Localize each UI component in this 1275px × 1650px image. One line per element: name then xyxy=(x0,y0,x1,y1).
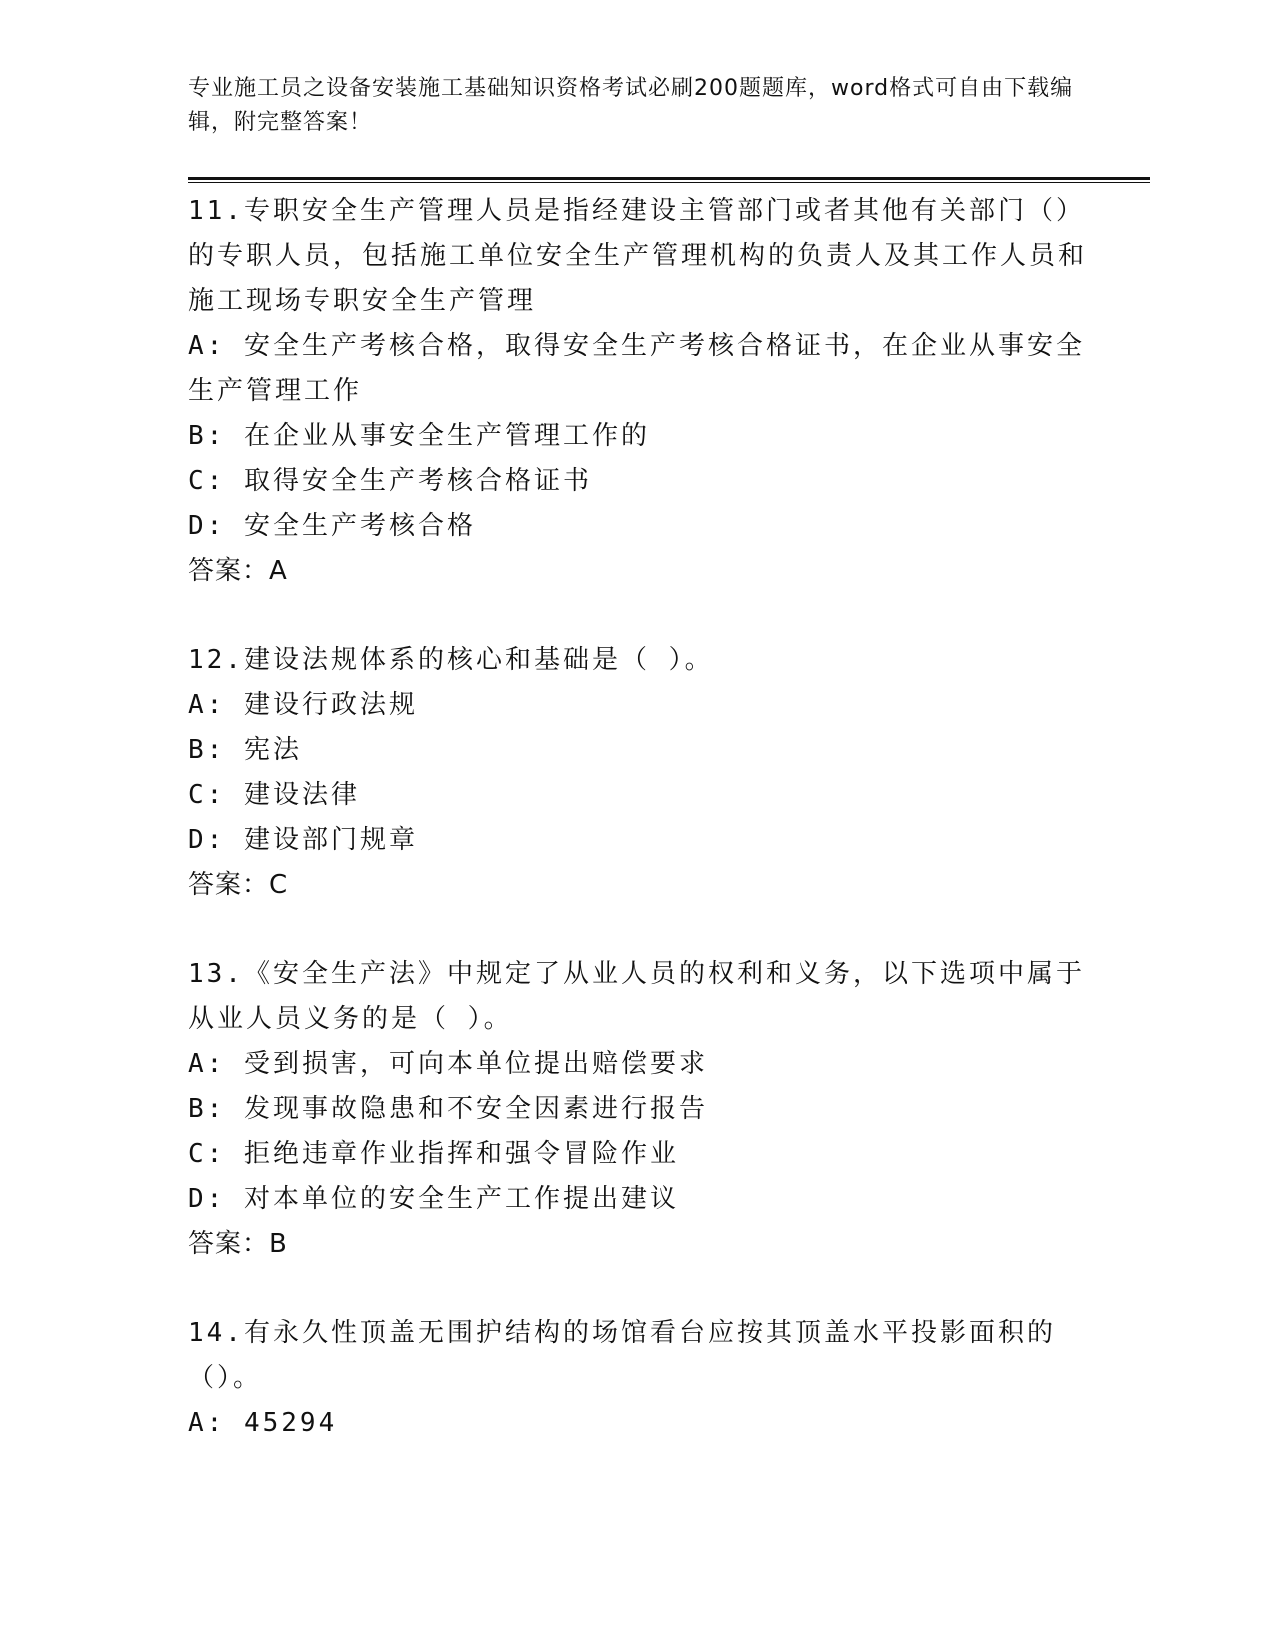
option-c: C: 建设法律 xyxy=(188,780,360,810)
question-list xyxy=(188,189,1088,1490)
question-text: 14.有永久性顶盖无围护结构的场馆看台应按其顶盖水平投影面积的（）。 xyxy=(188,1318,1056,1393)
option-b: B: 在企业从事安全生产管理工作的 xyxy=(188,421,650,451)
answer: 答案：C xyxy=(188,870,289,900)
document-header xyxy=(188,72,1088,140)
header-divider-thin xyxy=(188,182,1150,183)
header-divider-thick xyxy=(188,177,1150,180)
option-d: D: 安全生产考核合格 xyxy=(188,511,476,541)
question-text: 11.专职安全生产管理人员是指经建设主管部门或者其他有关部门（）的专职人员，包括施工单位安全生产管理机构的负责人及其工作人员和施工现场专职安全生产管理 xyxy=(188,196,1088,316)
question-text: 12.建设法规体系的核心和基础是（ ）。 xyxy=(188,645,714,675)
option-b: B: 宪法 xyxy=(188,735,302,765)
option-b: B: 发现事故隐患和不安全因素进行报告 xyxy=(188,1094,708,1124)
option-a: A: 45294 xyxy=(188,1408,338,1438)
question-12 xyxy=(188,638,1088,908)
option-d: D: 对本单位的安全生产工作提出建议 xyxy=(188,1184,679,1214)
header-text: 专业施工员之设备安装施工基础知识资格考试必刷200题题库，word格式可自由下载编辑，附完整答案！ xyxy=(188,76,1074,135)
option-c: C: 拒绝违章作业指挥和强令冒险作业 xyxy=(188,1139,679,1169)
question-14 xyxy=(188,1311,1088,1446)
question-text: 13.《安全生产法》中规定了从业人员的权利和义务，以下选项中属于从业人员义务的是（ ）。 xyxy=(188,959,1085,1034)
option-a: A: 受到损害，可向本单位提出赔偿要求 xyxy=(188,1049,708,1079)
question-13 xyxy=(188,952,1088,1267)
option-d: D: 建设部门规章 xyxy=(188,825,418,855)
option-a: A: 安全生产考核合格，取得安全生产考核合格证书，在企业从事安全生产管理工作 xyxy=(188,331,1085,406)
answer: 答案：A xyxy=(188,556,288,586)
option-c: C: 取得安全生产考核合格证书 xyxy=(188,466,592,496)
answer: 答案：B xyxy=(188,1229,288,1259)
option-a: A: 建设行政法规 xyxy=(188,690,418,720)
question-11 xyxy=(188,189,1088,594)
